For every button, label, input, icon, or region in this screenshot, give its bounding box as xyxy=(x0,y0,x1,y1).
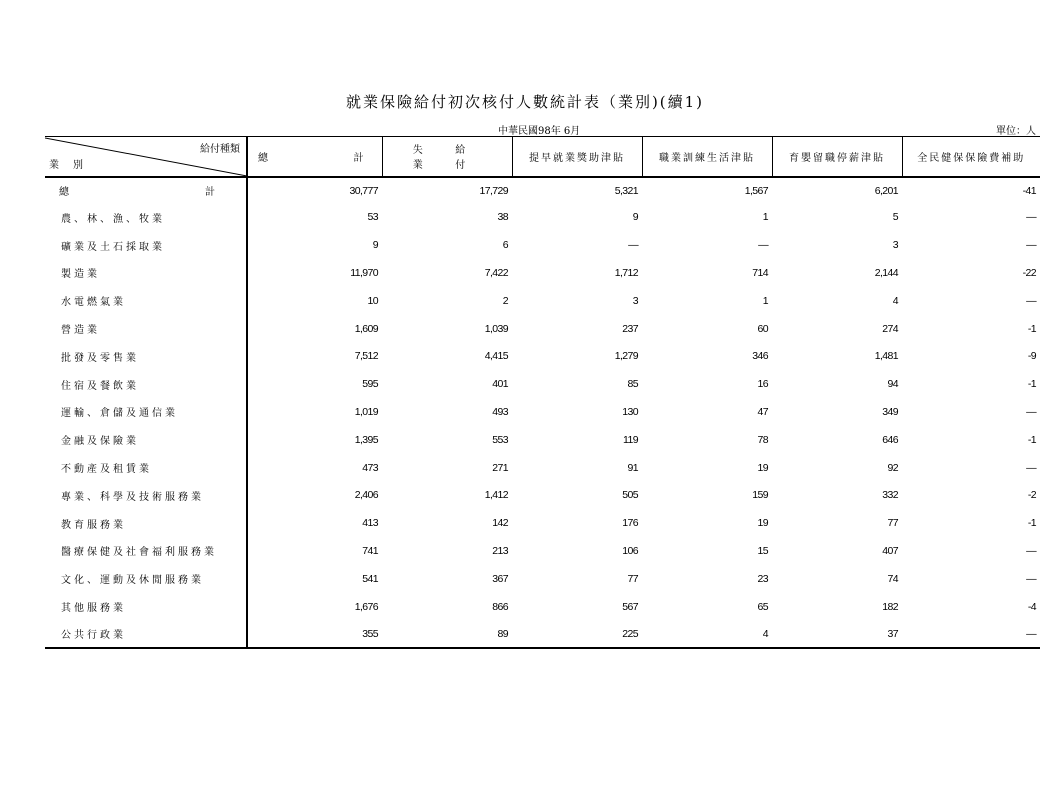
industry-label: 製造業 xyxy=(45,259,247,287)
industry-label: 醫療保健及社會福利服務業 xyxy=(45,537,247,565)
cell-value: 367 xyxy=(492,572,508,585)
cell-value: 176 xyxy=(622,517,638,530)
cell-value: 7,512 xyxy=(354,350,378,363)
cell-value: 646 xyxy=(882,433,898,446)
cell-value: 714 xyxy=(752,266,768,279)
cell-value: 142 xyxy=(492,517,508,530)
cell-value: — xyxy=(1026,405,1036,418)
industry-label: 不動產及租賃業 xyxy=(45,454,247,482)
cell-value: 159 xyxy=(752,489,768,502)
cell-value: 271 xyxy=(492,461,508,474)
industry-label: 礦業及土石採取業 xyxy=(45,231,247,259)
cell-value: — xyxy=(1026,239,1036,252)
cell-value: 2,406 xyxy=(354,489,378,502)
cell-value: 493 xyxy=(492,405,508,418)
cell-value: 89 xyxy=(382,620,512,648)
col-header-total: 總 計 xyxy=(247,137,382,177)
cell-value: 866 xyxy=(492,600,508,613)
cell-value: 38 xyxy=(497,211,508,224)
cell-value: -1 xyxy=(1027,517,1036,530)
industry-label: 教育服務業 xyxy=(45,509,247,537)
report-date: 中華民國98年 6月 xyxy=(498,126,581,137)
cell-value: 19 xyxy=(757,461,768,474)
cell-value: 3 xyxy=(892,239,898,252)
cell-value: 77 xyxy=(887,517,898,530)
industry-label: 文化、運動及休閒服務業 xyxy=(45,565,247,593)
cell-value: 6,201 xyxy=(874,184,898,197)
cell-value: 9 xyxy=(632,211,638,224)
cell-value: 85 xyxy=(627,378,638,391)
cell-value: 349 xyxy=(882,405,898,418)
col-header-parental-leave: 育嬰留職停薪津貼 xyxy=(772,137,902,177)
industry-label: 批發及零售業 xyxy=(45,342,247,370)
industry-label: 水電燃氣業 xyxy=(45,287,247,315)
cell-value: 78 xyxy=(757,433,768,446)
cell-value: 213 xyxy=(492,544,508,557)
table-row xyxy=(45,509,1040,537)
cell-value: -41 xyxy=(1022,184,1036,197)
cell-value: 5,321 xyxy=(614,184,638,197)
cell-value: 94 xyxy=(887,378,898,391)
table-row xyxy=(45,315,1040,343)
header-row xyxy=(45,137,1040,177)
table-body xyxy=(45,177,1040,649)
cell-value: 130 xyxy=(622,405,638,418)
industry-label: 專業、科學及技術服務業 xyxy=(45,481,247,509)
cell-value: 1,395 xyxy=(354,433,378,446)
cell-value: 237 xyxy=(622,322,638,335)
cell-value: 4 xyxy=(892,294,898,307)
cell-value: 553 xyxy=(492,433,508,446)
cell-value: — xyxy=(902,620,1040,648)
cell-value: 17,729 xyxy=(479,184,508,197)
cell-value: -9 xyxy=(1027,350,1036,363)
cell-value: -4 xyxy=(1027,600,1036,613)
table-row xyxy=(45,620,1040,648)
cell-value: 505 xyxy=(622,489,638,502)
cell-value: 225 xyxy=(512,620,642,648)
cell-value: 5 xyxy=(892,211,898,224)
col-header-health-insurance: 全民健保保險費補助 xyxy=(902,137,1040,177)
cell-value: 567 xyxy=(622,600,638,613)
industry-label: 金融及保險業 xyxy=(45,426,247,454)
cell-value: 407 xyxy=(882,544,898,557)
cell-value: 92 xyxy=(887,461,898,474)
cell-value: 7,422 xyxy=(484,266,508,279)
table-row xyxy=(45,593,1040,621)
cell-value: — xyxy=(1026,461,1036,474)
table-row xyxy=(45,565,1040,593)
cell-value: 1 xyxy=(762,211,768,224)
cell-value: — xyxy=(1026,211,1036,224)
cell-value: — xyxy=(758,239,768,252)
cell-value: 106 xyxy=(622,544,638,557)
cell-value: 274 xyxy=(882,322,898,335)
table-row xyxy=(45,259,1040,287)
cell-value: 19 xyxy=(757,517,768,530)
table-row xyxy=(45,287,1040,315)
cell-value: 741 xyxy=(362,544,378,557)
industry-label: 農、林、漁、牧業 xyxy=(45,204,247,232)
cell-value: 595 xyxy=(362,378,378,391)
cell-value: — xyxy=(628,239,638,252)
industry-label: 營造業 xyxy=(45,315,247,343)
cell-value: 119 xyxy=(623,433,638,446)
col-header-early-employment: 提早就業獎助津貼 xyxy=(512,137,642,177)
cell-value: 2,144 xyxy=(874,266,898,279)
corner-header xyxy=(45,137,247,177)
table-row xyxy=(45,454,1040,482)
table-row xyxy=(45,537,1040,565)
cell-value: -2 xyxy=(1027,489,1036,502)
table-row xyxy=(45,426,1040,454)
cell-value: 1,019 xyxy=(354,405,378,418)
cell-value: -22 xyxy=(1022,266,1036,279)
col-header-vocational-training: 職業訓練生活津貼 xyxy=(642,137,772,177)
cell-value: -1 xyxy=(1027,433,1036,446)
cell-value: 4 xyxy=(642,620,772,648)
cell-value: 413 xyxy=(362,517,378,530)
cell-value: 74 xyxy=(887,572,898,585)
cell-value: 16 xyxy=(757,378,768,391)
cell-value: 182 xyxy=(882,600,898,613)
statistics-table xyxy=(45,136,1040,649)
table-row xyxy=(45,204,1040,232)
cell-value: 346 xyxy=(752,350,768,363)
industry-label: 住宿及餐飲業 xyxy=(45,370,247,398)
industry-label: 其他服務業 xyxy=(45,593,247,621)
cell-value: 401 xyxy=(492,378,508,391)
cell-value: 1,481 xyxy=(874,350,898,363)
table-row xyxy=(45,231,1040,259)
cell-value: -1 xyxy=(1027,322,1036,335)
cell-value: 60 xyxy=(757,322,768,335)
corner-bottom-label: 業別 xyxy=(49,159,97,171)
cell-value: 2 xyxy=(502,294,508,307)
cell-value: 473 xyxy=(362,461,378,474)
cell-value: 91 xyxy=(627,461,638,474)
cell-value: — xyxy=(1026,572,1036,585)
cell-value: 9 xyxy=(372,239,378,252)
col-header-unemployment: 失業 給付 xyxy=(382,137,512,177)
table-row xyxy=(45,342,1040,370)
report-title: 就業保險給付初次核付人數統計表（業別)(續1) xyxy=(345,93,705,111)
cell-value: 37 xyxy=(772,620,902,648)
cell-value: 1,609 xyxy=(354,322,378,335)
cell-value: 15 xyxy=(757,544,768,557)
cell-value: 77 xyxy=(627,572,638,585)
cell-value: 1,039 xyxy=(484,322,508,335)
cell-value: 1 xyxy=(762,294,768,307)
cell-value: 4,415 xyxy=(484,350,508,363)
cell-value: 53 xyxy=(367,211,378,224)
table-row xyxy=(45,398,1040,426)
cell-value: 6 xyxy=(502,239,508,252)
cell-value: 1,676 xyxy=(354,600,378,613)
cell-value: 1,412 xyxy=(484,489,508,502)
cell-value: 1,712 xyxy=(614,266,638,279)
cell-value: 541 xyxy=(362,572,378,585)
industry-label: 運輸、倉儲及通信業 xyxy=(45,398,247,426)
cell-value: — xyxy=(1026,294,1036,307)
cell-value: 1,567 xyxy=(744,184,768,197)
cell-value: 47 xyxy=(757,405,768,418)
cell-value: 355 xyxy=(247,620,382,648)
cell-value: 11,970 xyxy=(350,266,378,279)
cell-value: 23 xyxy=(757,572,768,585)
table-row xyxy=(45,370,1040,398)
total-row xyxy=(45,177,1040,204)
cell-value: 3 xyxy=(632,294,638,307)
corner-top-label: 給付種類 xyxy=(200,144,240,155)
table-row xyxy=(45,481,1040,509)
cell-value: 30,777 xyxy=(349,184,378,197)
total-label: 總 計 xyxy=(45,177,247,204)
cell-value: 65 xyxy=(757,600,768,613)
cell-value: 332 xyxy=(882,489,898,502)
industry-label: 公共行政業 xyxy=(45,620,247,648)
unit-label: 單位：人 xyxy=(996,126,1036,137)
cell-value: -1 xyxy=(1027,378,1036,391)
cell-value: 1,279 xyxy=(614,350,638,363)
cell-value: 10 xyxy=(367,294,378,307)
cell-value: — xyxy=(1026,544,1036,557)
